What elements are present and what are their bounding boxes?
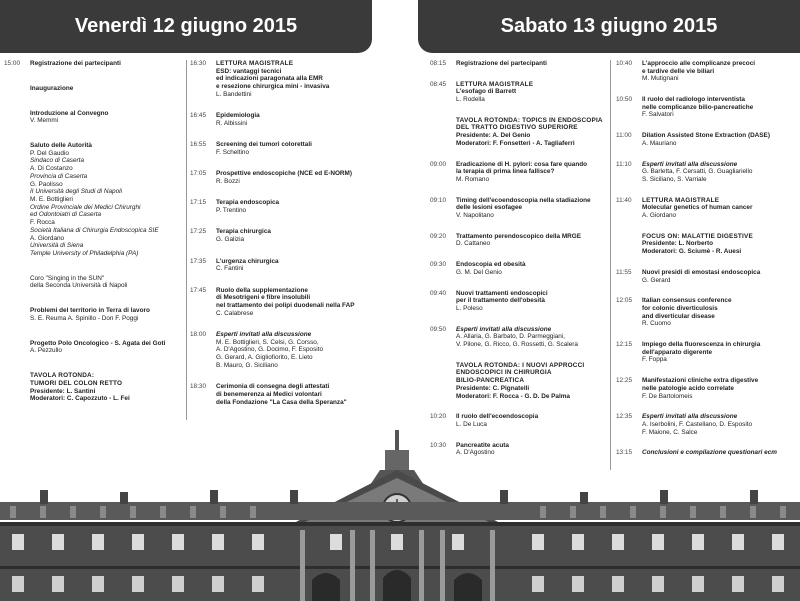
entry-body: [456, 413, 538, 428]
entry-time: 08:45: [430, 80, 446, 88]
entry-time: 12:25: [616, 377, 632, 385]
entry-body: [216, 199, 279, 214]
entry-time: 12:15: [616, 341, 632, 349]
entry-body: [642, 197, 752, 220]
entry-line: A. Giordano: [642, 212, 677, 220]
day1-title: Venerdì 12 giugno 2015: [74, 15, 298, 37]
entry-line: M. Mutignani: [642, 75, 679, 83]
entry-line: Registrazione dei partecipanti: [30, 60, 121, 67]
entry-line: P. Del Gaudio: [30, 149, 69, 157]
entry-time: 18:30: [190, 383, 206, 391]
entry-time: 09:00: [430, 160, 446, 168]
entry-line: FOCUS ON: MALATTIE DIGESTIVE: [642, 232, 753, 240]
entry-line: C. Fantini: [216, 265, 244, 273]
entry-line: B. Mauro, G. Siciliano: [216, 361, 278, 369]
entry-line: ed indicazioni paragonata alla EMR: [216, 75, 323, 83]
entry-line: Progetto Polo Oncologico - S. Agata dei Goti: [30, 339, 166, 347]
entry-line: nelle complicanze bilio-pancreatiche: [642, 103, 754, 111]
entry-line: F. Rocca: [30, 219, 55, 227]
entry-time: 08:15: [430, 60, 446, 67]
entry-time: 11:00: [616, 132, 632, 140]
entry-time: 17:35: [190, 257, 206, 265]
entry-body: [30, 307, 150, 322]
entry-line: dell'apparato digerente: [642, 348, 713, 356]
entry-line: V. Pilone, G. Ricco, G. Rossetti, G. Scalera: [456, 341, 578, 349]
entry-line: L. Rodella: [456, 96, 485, 104]
entry-line: M. E. Bottiglieri, S. Celsi, G. Corsso,: [216, 338, 319, 346]
entry-line: e resezione chirurgica mini - invasiva: [216, 83, 330, 91]
entry-line: Presidente: L. Norberto: [642, 240, 714, 248]
entry-body: [642, 60, 755, 83]
entry-line: Inaugurazione: [30, 84, 74, 92]
entry-line: V. Napolitano: [456, 212, 494, 220]
entry-line: Esperti invitati alla discussione: [216, 331, 312, 339]
entry-time: 09:40: [430, 289, 446, 297]
entry-line: G. Barletta, F. Cersatti, G. Guagliariello: [642, 168, 753, 176]
entry-line: DEL TRATTO DIGESTIVO SUPERIORE: [456, 124, 578, 132]
entry-line: S. E. Reuma A. Spinillo - Don F. Poggi: [30, 314, 139, 322]
entry-line: TAVOLA ROTONDA:: [30, 372, 95, 380]
entry-body: [216, 258, 279, 273]
entry-line: per il trattamento dell'obesità: [456, 297, 545, 305]
entry-line: di benemerenza ai Medici volontari: [216, 390, 322, 398]
entry-line: TAVOLA ROTONDA: TOPICS IN ENDOSCOPIA: [456, 116, 603, 124]
entry-time: 09:50: [430, 325, 446, 333]
entry-line: L'approccio alle complicanze precoci: [642, 60, 756, 67]
entry-body: [642, 233, 753, 256]
entry-body: [30, 340, 165, 355]
entry-line: C. Calabrese: [216, 309, 254, 317]
entry-line: Esperti invitati alla discussione: [642, 160, 738, 168]
entry-body: [456, 261, 526, 276]
entry-line: S. Siciliano, S. Varriale: [642, 175, 707, 183]
entry-line: Moderatori: F. Rocca - G. D. De Palma: [456, 392, 570, 400]
entry-line: L'esofago di Barrett: [456, 88, 517, 96]
entry-line: for colonic diverticulosis: [642, 304, 718, 312]
entry-line: A. Giordano: [30, 234, 65, 242]
entry-line: Società Italiana di Chirurgia Endoscopica SIE: [30, 226, 159, 234]
entry-body: [456, 60, 547, 68]
entry-body: [642, 297, 732, 328]
entry-line: Problemi del territorio in Terra di lavoro: [30, 307, 150, 315]
entry-line: A. D'Agostino, G. Docimo, F. Esposito: [216, 346, 324, 354]
entry-body: [216, 141, 312, 156]
entry-line: Manifestazioni cliniche extra digestive: [642, 377, 759, 385]
entry-line: L. De Luca: [456, 420, 487, 428]
entry-time: 10:40: [616, 60, 632, 67]
spire: [395, 430, 399, 452]
entry-line: M. Romano: [456, 175, 490, 183]
entry-line: L. Bandettini: [216, 90, 252, 98]
entry-line: Nuovi presidi di emostasi endoscopica: [642, 268, 761, 276]
entry-line: e tardive delle vie biliari: [642, 67, 715, 75]
entry-body: [456, 81, 533, 104]
entry-body: [456, 197, 591, 220]
entry-line: A. Mauriano: [642, 139, 677, 147]
entry-body: [216, 383, 347, 406]
entry-line: Pancreatite acuta: [456, 441, 509, 449]
entry-line: Timing dell'ecoendoscopia nella stadiazione: [456, 196, 591, 204]
entry-line: Terapia endoscopica: [216, 199, 280, 207]
entry-line: Provincia di Caserta: [30, 172, 88, 180]
day1-column-2: [190, 60, 366, 420]
entry-line: Esperti invitati alla discussione: [456, 325, 552, 333]
entry-time: 17:25: [190, 228, 206, 236]
entry-time: 12:35: [616, 413, 632, 421]
entry-body: [216, 331, 323, 370]
entry-body: [30, 85, 73, 93]
entry-line: di Mesotrigeni e fibre insolubili: [216, 294, 311, 302]
entry-line: Il ruolo dell'ecoendoscopia: [456, 413, 539, 421]
entry-time: 09:30: [430, 261, 446, 269]
entry-line: Coro "Singing in the SUN": [30, 274, 105, 282]
entry-line: Presidente: C. Pignatelli: [456, 384, 530, 392]
entry-line: Sindaco di Caserta: [30, 157, 84, 165]
entry-line: F. Foppa: [642, 356, 667, 364]
day1-column-1: [4, 60, 182, 420]
day2-title: Sabato 13 giugno 2015: [500, 15, 718, 37]
entry-body: [642, 96, 753, 119]
entry-line: A. Pezzullo: [30, 347, 62, 355]
entry-line: F. Maione, C. Salce: [642, 428, 698, 436]
entry-body: [456, 290, 548, 313]
entry-body: [642, 269, 760, 284]
column-divider: [186, 60, 187, 420]
entry-line: A. Allaria, G. Barbato, D. Parmeggiani,: [456, 333, 566, 341]
entry-line: G. Gerard: [642, 276, 671, 284]
entry-line: P. Trentino: [216, 207, 247, 215]
entry-body: [456, 326, 578, 349]
entry-line: Endoscopia ed obesità: [456, 261, 526, 269]
entry-line: G. Galizia: [216, 236, 245, 244]
entry-time: 12:05: [616, 297, 632, 305]
entry-time: 11:55: [616, 268, 632, 276]
entry-line: delle lesioni esofagee: [456, 204, 523, 212]
entry-body: [30, 60, 121, 68]
day2-column-1: [430, 60, 606, 470]
entry-line: Registrazione dei partecipanti: [456, 60, 547, 67]
entry-line: la terapia di prima linea fallisce?: [456, 168, 555, 176]
entry-line: R. Bozzi: [216, 178, 240, 185]
entry-line: Molecular genetics of human cancer: [642, 204, 753, 212]
entry-line: F. De Bartolomeis: [642, 392, 693, 400]
entry-line: D. Cattaneo: [456, 240, 491, 248]
entry-time: 10:30: [430, 441, 446, 449]
entry-body: [30, 275, 127, 290]
entry-line: Trattamento perendoscopico della MRGE: [456, 232, 581, 240]
entry-line: della Seconda Università di Napoli: [30, 282, 128, 290]
entry-line: Screening dei tumori colorettali: [216, 141, 312, 149]
entry-line: LETTURA MAGISTRALE: [216, 60, 294, 67]
entry-body: [642, 132, 770, 147]
entry-line: G. M. Del Genio: [456, 268, 502, 276]
entry-body: [216, 287, 354, 318]
entry-time: 17:15: [190, 199, 206, 207]
entry-line: Ordine Provinciale dei Medici Chirurghi: [30, 203, 141, 211]
lantern: [385, 450, 409, 470]
day2-column-2: [616, 60, 796, 470]
entry-line: Prospettive endoscopiche (NCE ed E-NORM): [216, 170, 352, 178]
entry-line: Dilation Assisted Stone Extraction (DASE): [642, 132, 770, 140]
entry-line: A. Iserbolini, F. Castellano, D. Esposito: [642, 420, 753, 428]
entry-line: Impiego della fluorescenza in chirurgia: [642, 341, 761, 349]
entry-line: Terapia chirurgica: [216, 228, 271, 236]
entry-line: L'urgenza chirurgica: [216, 257, 279, 265]
entry-body: [30, 142, 159, 258]
day1-header: [0, 0, 372, 53]
entry-line: Introduzione al Convegno: [30, 109, 109, 117]
entry-line: LETTURA MAGISTRALE: [456, 80, 534, 88]
entry-line: Temple University of Philadelphia (PA): [30, 249, 139, 257]
entry-body: [216, 228, 271, 243]
entry-line: G. Paolisso: [30, 180, 63, 188]
entry-body: [216, 60, 329, 99]
balustrade: [0, 502, 800, 520]
entry-time: 13:15: [616, 449, 632, 457]
entry-time: 09:20: [430, 232, 446, 240]
palace-illustration: [0, 430, 800, 601]
entry-line: Il ruolo del radiologo interventista: [642, 96, 745, 104]
entry-time: 10:20: [430, 413, 446, 421]
entry-line: Cerimonia di consegna degli attestati: [216, 383, 330, 391]
entry-line: Moderatori: F. Fonsetteri - A. Tagliaferri: [456, 139, 575, 147]
entry-time: 17:45: [190, 286, 206, 294]
entry-line: nel trattamento dei polipi duodenali nella FAP: [216, 301, 355, 309]
entry-time: 10:50: [616, 96, 632, 104]
entry-line: F. Scheltino: [216, 148, 250, 156]
entry-line: Esperti invitati alla discussione: [642, 413, 738, 421]
entry-line: TUMORI DEL COLON RETTO: [30, 379, 123, 387]
entry-line: L. Poleso: [456, 304, 483, 312]
entry-line: Moderatori: C. Capozzuto - L. Fei: [30, 395, 130, 403]
entry-body: [642, 161, 752, 184]
entry-body: [642, 377, 758, 400]
entry-line: Nuovi trattamenti endoscopici: [456, 289, 548, 297]
entry-line: BILIO-PANCREATICA: [456, 377, 525, 385]
entry-body: [30, 372, 130, 403]
entry-time: 11:40: [616, 196, 632, 204]
entry-line: A. D'Agostino: [456, 449, 495, 457]
entry-time: 16:30: [190, 60, 206, 67]
entry-line: Italian consensus conference: [642, 297, 732, 305]
entry-time: 17:05: [190, 170, 206, 178]
day2-header: [418, 0, 800, 53]
entry-line: R. Albissini: [216, 119, 248, 127]
entry-line: M. E. Bottiglieri: [30, 195, 73, 203]
entry-time: 16:45: [190, 112, 206, 120]
entry-line: Presidente: A. Del Genio: [456, 132, 531, 140]
entry-line: Ruolo della supplementazione: [216, 286, 308, 294]
entry-line: LETTURA MAGISTRALE: [642, 196, 720, 204]
entry-line: TAVOLA ROTONDA: I NUOVI APPROCCI: [456, 361, 585, 369]
column-divider: [610, 60, 611, 470]
entry-line: R. Cuomo: [642, 320, 671, 328]
entry-time: 09:10: [430, 196, 446, 204]
entry-body: [216, 112, 260, 127]
entry-line: Eradicazione di H. pylori: cosa fare quando: [456, 160, 588, 168]
entry-body: [456, 233, 581, 248]
entry-time: 16:55: [190, 141, 206, 149]
entry-line: Università di Siena: [30, 242, 84, 250]
entry-line: and diverticular disease: [642, 312, 715, 320]
entry-time: 15:00: [4, 60, 20, 67]
entry-line: nelle patologie acido correlate: [642, 384, 734, 392]
entry-line: ESD: vantaggi tecnici: [216, 67, 282, 75]
entry-line: F. Salvatori: [642, 111, 674, 119]
entry-body: [642, 341, 760, 364]
entry-line: Saluto delle Autorità: [30, 142, 92, 150]
entry-line: ENDOSCOPICI IN CHIRURGIA: [456, 369, 552, 377]
entry-body: [30, 110, 108, 125]
entry-line: ed Odontoiatri di Caserta: [30, 211, 102, 219]
entry-body: [456, 362, 584, 401]
entry-time: 11:10: [616, 160, 632, 168]
entry-line: Moderatori: G. Sciumè - R. Auesi: [642, 248, 742, 256]
entry-line: G. Gerard, A. Gigliofiorito, E. Lieto: [216, 354, 313, 362]
entry-line: Epidemiologia: [216, 112, 260, 120]
entry-body: [456, 161, 587, 184]
entry-body: [216, 170, 352, 185]
entry-line: Conclusioni e compilazione questionari ecm: [642, 449, 777, 457]
entry-time: 18:00: [190, 331, 206, 339]
entry-body: [456, 117, 603, 148]
entry-line: Presidente: L. Santini: [30, 387, 96, 395]
entry-line: V. Memmi: [30, 117, 59, 125]
entry-line: A. Di Costanzo: [30, 165, 73, 173]
entry-line: II Università degli Studi di Napoli: [30, 188, 122, 196]
entry-line: della Fondazione "La Casa della Speranza": [216, 398, 347, 406]
